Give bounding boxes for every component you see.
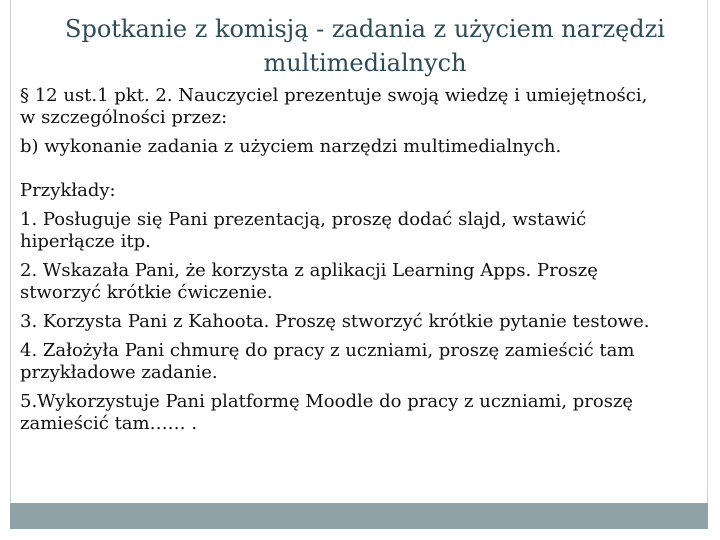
text-line: 3. Korzysta Pani z Kahoota. Proszę stworzyć krótkie pytanie testowe. <box>20 311 650 332</box>
text-line: Przykłady: <box>20 180 116 201</box>
text-line: hiperłącze itp. <box>20 231 151 252</box>
example-item-5 <box>20 391 695 435</box>
text-line: 4. Założyła Pani chmurę do pracy z uczniami, proszę zamieścić tam <box>20 340 635 361</box>
text-line: w szczególności przez: <box>20 107 228 128</box>
paragraph-examples-heading <box>20 180 695 202</box>
text-line: b) wykonanie zadania z użyciem narzędzi multimedialnych. <box>20 136 562 157</box>
text-line: 2. Wskazała Pani, że korzysta z aplikacji Learning Apps. Proszę <box>20 260 598 281</box>
paragraph-regulation <box>20 85 695 129</box>
example-item-2 <box>20 260 695 304</box>
text-line: stworzyć krótkie ćwiczenie. <box>20 282 273 303</box>
footer-bar <box>10 503 708 529</box>
example-item-4 <box>20 340 695 384</box>
text-line: przykładowe zadanie. <box>20 362 218 383</box>
text-line: § 12 ust.1 pkt. 2. Nauczyciel prezentuje swoją wiedzę i umiejętności, <box>20 85 648 106</box>
paragraph-task-b <box>20 136 695 158</box>
slide-title <box>40 12 690 80</box>
example-item-1 <box>20 209 695 253</box>
text-line: 1. Posługuje się Pani prezentacją, proszę dodać slajd, wstawić <box>20 209 587 230</box>
slide-title-line: multimedialnych <box>263 49 467 77</box>
slide-title-line: Spotkanie z komisją - zadania z użyciem narzędzi <box>65 15 665 43</box>
text-line: 5.Wykorzystuje Pani platformę Moodle do pracy z uczniami, proszę <box>20 391 634 412</box>
example-item-3 <box>20 311 695 333</box>
text-line: zamieścić tam…… . <box>20 413 198 434</box>
slide-body <box>20 85 695 442</box>
